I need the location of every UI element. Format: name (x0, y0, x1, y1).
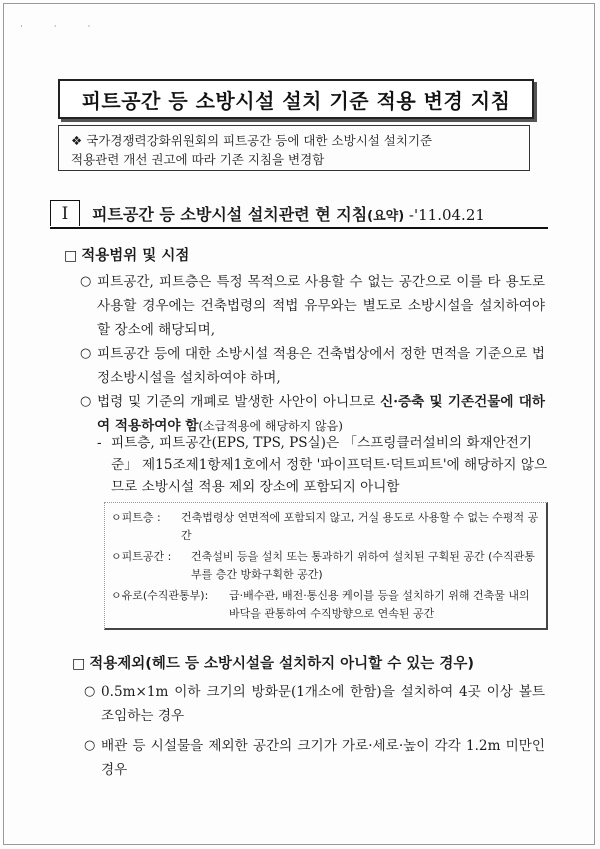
exclusion-item-1-text: 0.5m×1m 이하 크기의 방화문(1개소에 한함)을 설치하여 4곳 이상 볼트 조임하는 경우 (101, 684, 545, 724)
circle-bullet-icon: ○ (80, 274, 92, 289)
scope-item-3-text-bold: 신·증축 및 기존건물에 대하여 적용하여야 함 (97, 394, 545, 434)
diamond-bullet-icon: ❖ (71, 133, 83, 148)
dash-bullet: - (97, 435, 102, 451)
section-date: -'11.04.21 (404, 206, 485, 224)
scope-item-3 (80, 390, 545, 438)
circle-bullet-icon: ○ (84, 684, 96, 699)
dash-item-text: 피트층, 피트공간(EPS, TPS, PS실)은 「스프링클러설비의 화재안전기준」 제15조제1항제1호에서 정한 '파이프덕트·덕트피트'에 해당하지 않으므로 소방시설 적용 제외 장소에 포함되지 아니함 (111, 435, 548, 495)
circle-bullet-icon: ○ (80, 346, 92, 361)
definition-label: ㅇ피트층 : (111, 511, 161, 524)
notice-box (58, 125, 530, 171)
scope-heading (64, 244, 189, 265)
definition-label: ㅇ피트공간 : (111, 550, 172, 563)
definition-text: 건축설비 등을 설치 또는 통과하기 위하여 설치된 구획된 공간 (수직관통부를 층간 방화구획한 공간) (191, 550, 535, 581)
section-title-main: 피트공간 등 소방시설 설치관련 현 지침 (92, 205, 368, 224)
section-header (50, 199, 548, 229)
dash-item (97, 432, 549, 498)
circle-bullet-icon: ○ (80, 394, 92, 409)
notice-line-1 (71, 131, 521, 150)
document-title-box (58, 79, 534, 119)
exclusion-item-2 (84, 734, 545, 782)
scope-item-3-text-a: 법령 및 기준의 개폐로 발생한 사안이 아니므로 (97, 394, 381, 410)
definition-text: 건축법령상 연면적에 포함되지 않고, 거실 용도로 사용할 수 없는 수평적 공간 (181, 511, 539, 542)
section-title (92, 202, 485, 225)
checkbox-square-icon: □ (64, 248, 78, 264)
scope-heading-text: 적용범위 및 시점 (81, 248, 190, 264)
section-title-sub: (요약) (367, 209, 405, 224)
scope-item-1-text: 피트공간, 피트층은 특정 목적으로 사용할 수 없는 공간으로 이를 타 용도로 사용할 경우에는 건축법령의 적법 유무와는 별도로 소방시설을 설치하여야 할 장소에 해당되며, (97, 274, 545, 338)
checkbox-square-icon: □ (72, 656, 86, 672)
scope-item-2-text: 피트공간 등에 대한 소방시설 적용은 건축법상에서 정한 면적을 기준으로 법정소방시설을 설치하여야 하며, (97, 346, 545, 386)
exclusion-heading (72, 652, 474, 673)
scope-item-2 (80, 342, 545, 390)
exclusion-item-2-text: 배관 등 시설물을 제외한 공간의 크기가 가로·세로·높이 각각 1.2m 미만인 경우 (101, 738, 545, 778)
exclusion-item-1 (84, 680, 545, 728)
definition-text: 급·배수관, 배전·통신용 케이블 등을 설치하기 위해 건축물 내의 바닥을 관통하여 수직방향으로 연속된 공간 (229, 589, 530, 620)
section-numeral: Ⅰ (50, 200, 80, 226)
scope-item-3-text-small: (소급적용에 해당하지 않음) (198, 419, 343, 433)
definitions-box (104, 502, 548, 630)
scope-item-3-text (97, 390, 545, 438)
scan-specks: · · · (20, 22, 105, 32)
document-title: 피트공간 등 소방시설 설치 기준 적용 변경 지침 (81, 88, 511, 113)
scope-item-1 (80, 270, 545, 342)
circle-bullet-icon: ○ (84, 738, 96, 753)
notice-text-1: 국가경쟁력강화위원회의 피트공간 등에 대한 소방시설 설치기준 (86, 133, 433, 148)
definition-row (111, 548, 540, 584)
definition-row (111, 509, 540, 545)
definition-row (111, 587, 540, 623)
notice-line-2: 적용관련 개선 권고에 따라 기존 지침을 변경함 (71, 152, 325, 167)
exclusion-heading-text: 적용제외(헤드 등 소방시설을 설치하지 아니할 수 있는 경우) (89, 656, 474, 672)
definition-label: ㅇ유로(수직관통부): (111, 589, 209, 602)
